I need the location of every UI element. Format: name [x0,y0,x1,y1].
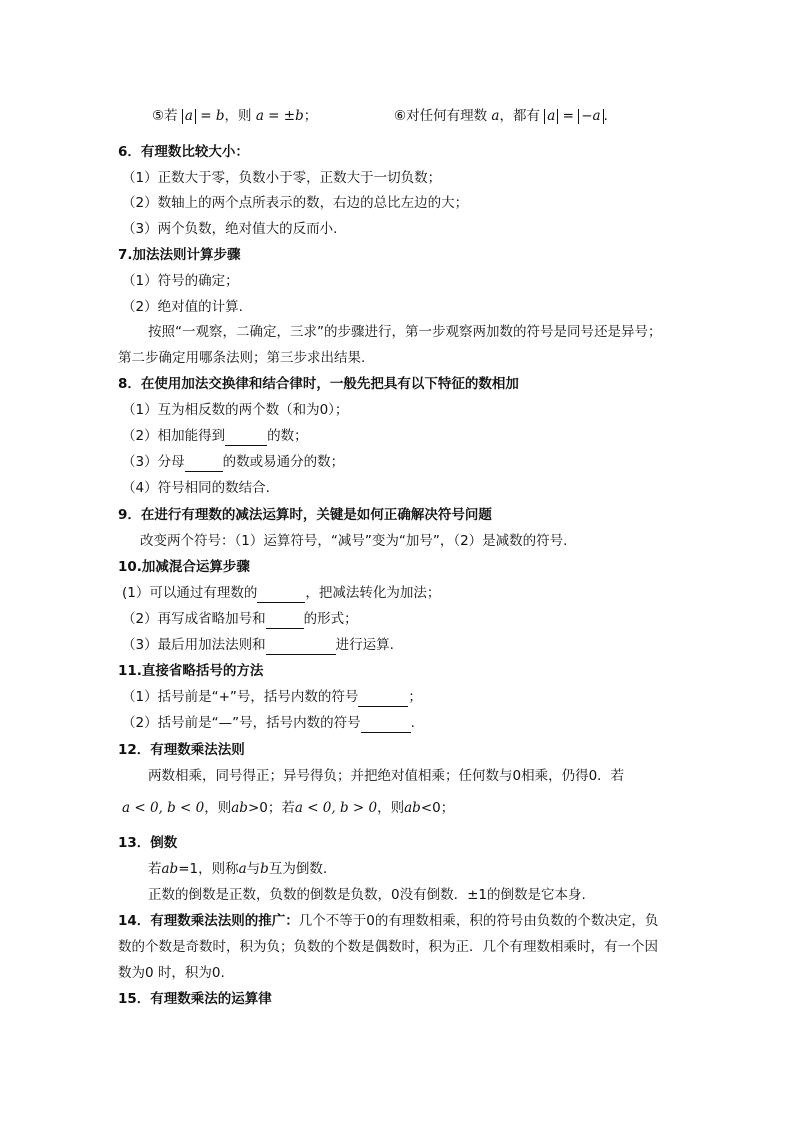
list-item: （4）符号相同的数结合. [122,480,270,496]
paragraph: 改变两个符号：（1）运算符号，“减号”变为“加号”，（2）是减数的符号. [140,533,568,549]
paragraph: 两数相乘，同号得正；异号得负；并把绝对值相乘；任何数与0相乘，仍得0．若 [148,768,625,784]
circled-number: ⑥ [394,108,407,124]
abs-expression: a [544,109,558,124]
property-5: ⑤若 a = b，则 a = ±b； [152,108,318,124]
section-13-title: 13．倒数 [118,835,178,851]
property-6: ⑥对任何有理数 a，都有 a = −a . [394,108,608,124]
abs-expression: a [182,109,196,124]
paragraph: 正数的倒数是正数，负数的倒数是负数，0没有倒数．±1的倒数是它本身. [148,887,586,903]
abs-expression: −a [578,109,603,124]
fill-blank [266,614,304,629]
section-9-title: 9．在进行有理数的减法运算时，关键是如何正确解决符号问题 [118,507,492,523]
list-item: （1）互为相反数的两个数（和为0）； [122,402,349,418]
paragraph: 若ab=1，则称a与b互为倒数. [148,861,328,877]
fill-blank [257,588,305,603]
list-item: （2）括号前是“—”号，括号内数的符号 . [122,715,415,731]
section-14-title: 14．有理数乘法法则的推广： [118,913,299,929]
section-12-title: 12．有理数乘法法则 [118,742,245,758]
section-14-paragraph: 14．有理数乘法法则的推广：几个不等于0的有理数相乘，积的符号由负数的个数决定，负 [118,913,659,929]
list-item: （3）两个负数，绝对值大的反而小. [122,221,338,237]
fill-blank [358,692,408,707]
fill-blank [185,457,223,472]
list-item: （2）绝对值的计算. [122,299,243,315]
list-item: （2）再写成省略加号和 的形式； [122,611,358,627]
fill-blank [361,718,411,733]
section-7-title: 7.加法法则计算步骤 [118,247,241,263]
paragraph: 数的个数是奇数时，积为负；负数的个数是偶数时，积为正．几个有理数相乘时，有一个因 [118,939,658,955]
list-item: （1）符号的确定； [122,273,239,289]
list-item: （2）数轴上的两个点所表示的数，右边的总比左边的大； [122,195,469,211]
paragraph: 按照“一观察，二确定，三求”的步骤进行，第一步观察两加数的符号是同号还是异号； [148,324,662,340]
section-10-title: 10.加减混合运算步骤 [118,559,250,575]
section-6-title: 6．有理数比较大小： [118,144,249,160]
fill-blank [266,640,336,655]
list-item: （3）分母 的数或易通分的数； [122,454,345,470]
paragraph: 第二步确定用哪条法则；第三步求出结果. [118,350,366,366]
section-8-title: 8．在使用加法交换律和结合律时，一般先把具有以下特征的数相加 [118,376,519,392]
list-item: （3）最后用加法法则和 进行运算. [122,637,394,653]
paragraph: 数为0 时，积为0. [118,965,225,981]
fill-blank [225,431,267,446]
section-15-title: 15．有理数乘法的运算律 [118,991,272,1007]
section-11-title: 11.直接省略括号的方法 [118,663,264,679]
list-item: （2）相加能得到 的数； [122,428,308,444]
circled-number: ⑤ [152,108,165,124]
list-item: (1）可以通过有理数的 ，把减法转化为加法； [122,585,441,601]
condition-line: a < 0, b < 0，则ab>0；若a < 0, b > 0，则ab<0； [122,800,455,816]
list-item: （1）正数大于零，负数小于零，正数大于一切负数； [122,170,442,186]
list-item: （1）括号前是“+”号，括号内数的符号 ； [122,689,422,705]
